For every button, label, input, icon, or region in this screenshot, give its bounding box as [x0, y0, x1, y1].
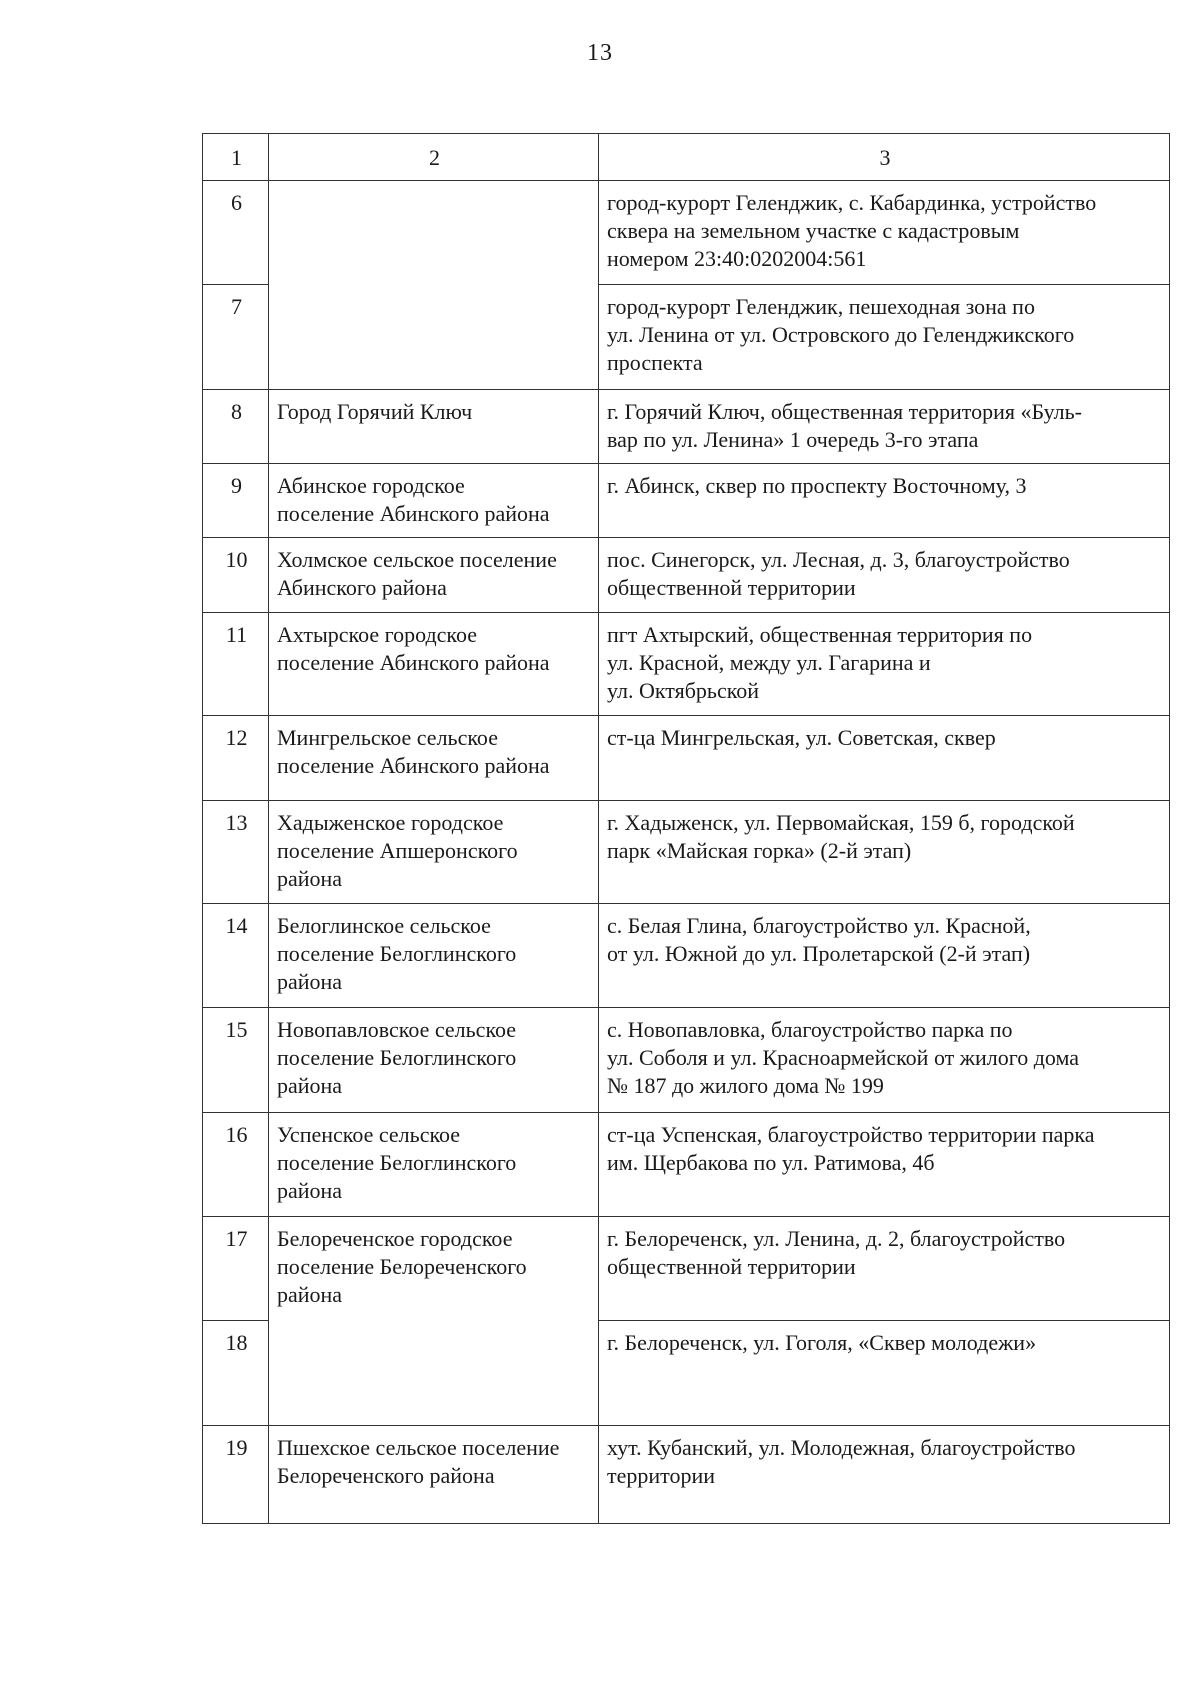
- object-cell: ст-ца Мингрельская, ул. Советская, сквер: [599, 716, 1170, 801]
- row-number: 18: [203, 1321, 269, 1426]
- row-number: 12: [203, 716, 269, 801]
- municipality-cell: Пшехское сельское поселение Белореченского района: [269, 1426, 599, 1524]
- table-row: [203, 390, 1170, 464]
- object-cell: г. Белореченск, ул. Гоголя, «Сквер молодежи»: [599, 1321, 1170, 1426]
- object-cell: город-курорт Геленджик, с. Кабардинка, устройство сквера на земельном участке с кадастровым номером 23:40:0202004:561: [599, 181, 1170, 285]
- object-cell: г. Горячий Ключ, общественная территория «Буль- вар по ул. Ленина» 1 очередь 3-го этапа: [599, 390, 1170, 464]
- object-cell: ст-ца Успенская, благоустройство территории парка им. Щербакова по ул. Ратимова, 4б: [599, 1113, 1170, 1217]
- object-cell: с. Новопавловка, благоустройство парка по ул. Соболя и ул. Красноармейской от жилого дома № 187 до жилого дома № 199: [599, 1008, 1170, 1113]
- row-number: 17: [203, 1217, 269, 1321]
- row-number: 10: [203, 538, 269, 613]
- municipality-cell: [269, 181, 599, 390]
- object-cell: хут. Кубанский, ул. Молодежная, благоустройство территории: [599, 1426, 1170, 1524]
- row-number: 7: [203, 285, 269, 390]
- municipality-cell: Город Горячий Ключ: [269, 390, 599, 464]
- table-header-row: [203, 134, 1170, 181]
- municipality-cell: Ахтырское городское поселение Абинского района: [269, 613, 599, 716]
- object-cell: пос. Синегорск, ул. Лесная, д. 3, благоустройство общественной территории: [599, 538, 1170, 613]
- page-number: 13: [587, 40, 613, 66]
- table-row: [203, 613, 1170, 716]
- table-row: [203, 1113, 1170, 1217]
- row-number: 16: [203, 1113, 269, 1217]
- row-number: 11: [203, 613, 269, 716]
- municipality-cell: Хадыженское городское поселение Апшеронского района: [269, 801, 599, 904]
- column-header-municipality: 2: [269, 134, 599, 181]
- table-row: [203, 1217, 1170, 1321]
- object-cell: с. Белая Глина, благоустройство ул. Красной, от ул. Южной до ул. Пролетарской (2-й этап): [599, 904, 1170, 1008]
- municipality-cell: Новопавловское сельское поселение Белоглинского района: [269, 1008, 599, 1113]
- municipality-cell: Белоглинское сельское поселение Белоглинского района: [269, 904, 599, 1008]
- table-row: [203, 716, 1170, 801]
- table-row: [203, 801, 1170, 904]
- row-number: 14: [203, 904, 269, 1008]
- table-row: [203, 538, 1170, 613]
- municipality-cell: Успенское сельское поселение Белоглинского района: [269, 1113, 599, 1217]
- object-cell: пгт Ахтырский, общественная территория по ул. Красной, между ул. Гагарина и ул. Октябрьской: [599, 613, 1170, 716]
- table-row: [203, 1008, 1170, 1113]
- column-header-object: 3: [599, 134, 1170, 181]
- row-number: 8: [203, 390, 269, 464]
- object-cell: город-курорт Геленджик, пешеходная зона по ул. Ленина от ул. Островского до Геленджикского проспекта: [599, 285, 1170, 390]
- row-number: 19: [203, 1426, 269, 1524]
- object-cell: г. Абинск, сквер по проспекту Восточному, 3: [599, 464, 1170, 538]
- row-number: 9: [203, 464, 269, 538]
- table-row: [203, 904, 1170, 1008]
- column-header-number: 1: [203, 134, 269, 181]
- document-table: [202, 133, 1170, 1524]
- object-cell: г. Белореченск, ул. Ленина, д. 2, благоустройство общественной территории: [599, 1217, 1170, 1321]
- municipality-cell: Мингрельское сельское поселение Абинского района: [269, 716, 599, 801]
- table-row: [203, 464, 1170, 538]
- row-number: 13: [203, 801, 269, 904]
- table-row: [203, 181, 1170, 285]
- municipality-cell: Белореченское городское поселение Белореченского района: [269, 1217, 599, 1426]
- row-number: 6: [203, 181, 269, 285]
- municipality-cell: Холмское сельское поселение Абинского района: [269, 538, 599, 613]
- municipality-cell: Абинское городское поселение Абинского района: [269, 464, 599, 538]
- row-number: 15: [203, 1008, 269, 1113]
- object-cell: г. Хадыженск, ул. Первомайская, 159 б, городской парк «Майская горка» (2-й этап): [599, 801, 1170, 904]
- table-row: [203, 1426, 1170, 1524]
